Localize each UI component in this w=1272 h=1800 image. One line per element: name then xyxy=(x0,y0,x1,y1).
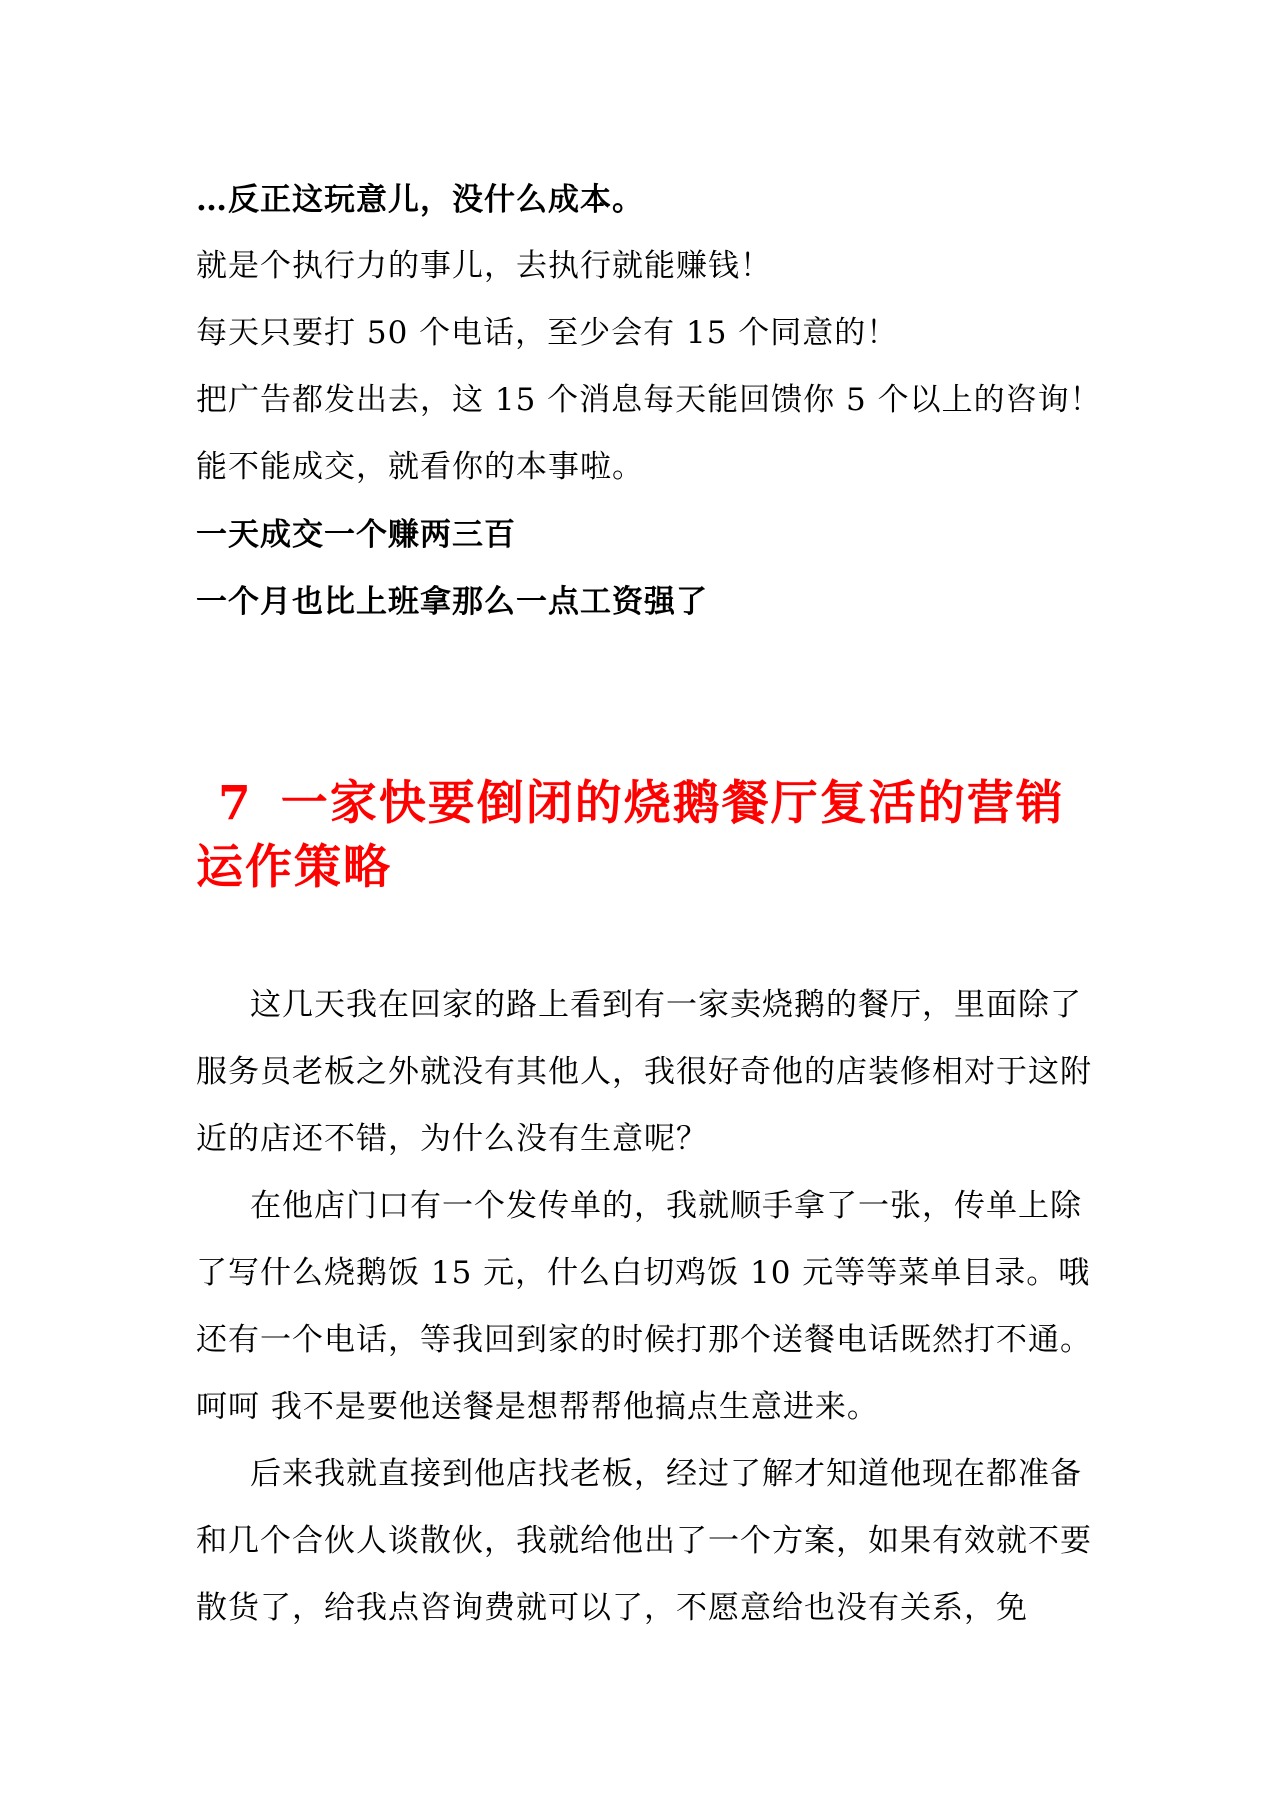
intro-line-3: 每天只要打 50 个电话，至少会有 15 个同意的！ xyxy=(196,315,899,351)
intro-line-4: 把广告都发出去，这 15 个消息每天能回馈你 5 个以上的咨询！ xyxy=(196,382,1102,418)
body-paragraph-2: 在他店门口有一个发传单的，我就顺手拿了一张，传单上除了写什么烧鹅饭 15 元，什么白切鸡饭 10 元等等菜单目录。哦 还有一个电话，等我回到家的时候打那个送餐电话既然打不通。呵呵 我不是要他送餐是想帮帮他搞点生意进来。 xyxy=(196,1188,1092,1425)
intro-line-1: …反正这玩意儿，没什么成本。 xyxy=(196,182,644,218)
intro-line-6: 一天成交一个赚两三百 xyxy=(196,517,516,553)
section-number: 7 xyxy=(218,776,253,831)
section-heading xyxy=(196,772,1096,900)
body-paragraph-3: 后来我就直接到他店找老板，经过了解才知道他现在都准备和几个合伙人谈散伙，我就给他出了一个方案，如果有效就不要散货了，给我点咨询费就可以了，不愿意给也没有关系，免 xyxy=(196,1456,1092,1626)
intro-line-5: 能不能成交，就看你的本事啦。 xyxy=(196,449,644,485)
intro-line-7: 一个月也比上班拿那么一点工资强了 xyxy=(196,584,708,620)
section-title: 一家快要倒闭的烧鹅餐厅复活的营销运作策略 xyxy=(196,776,1065,895)
intro-line-2: 就是个执行力的事儿，去执行就能赚钱！ xyxy=(196,248,772,284)
body-paragraph-1: 这几天我在回家的路上看到有一家卖烧鹅的餐厅，里面除了服务员老板之外就没有其他人，我很好奇他的店装修相对于这附近的店还不错，为什么没有生意呢？ xyxy=(196,987,1092,1157)
